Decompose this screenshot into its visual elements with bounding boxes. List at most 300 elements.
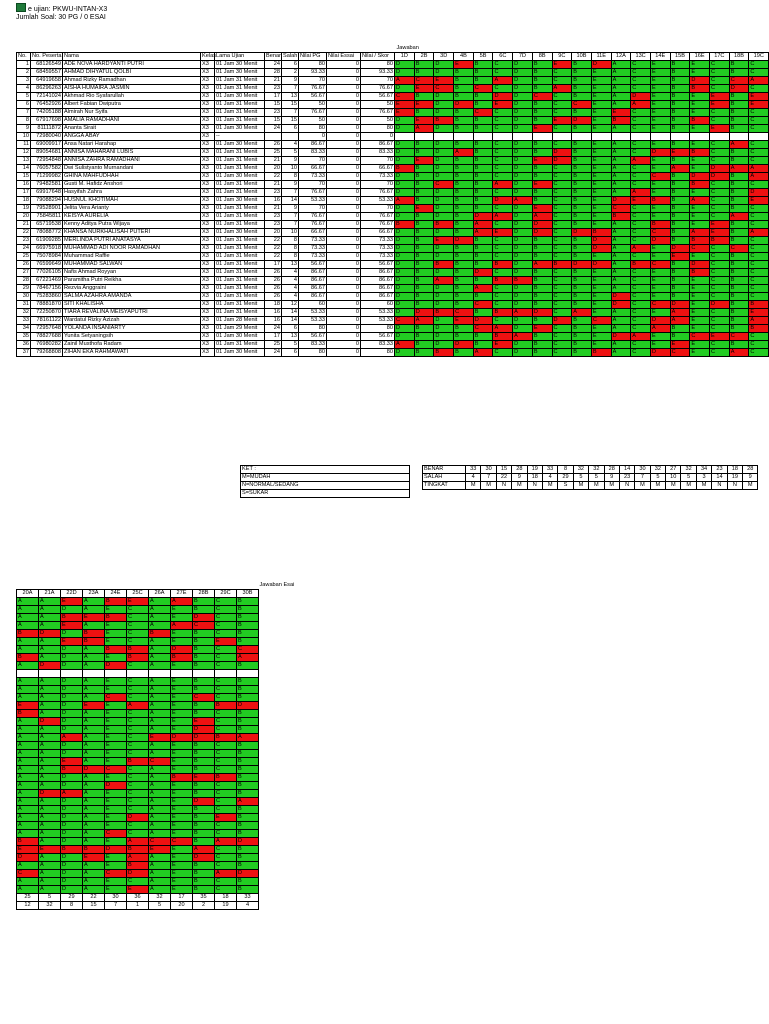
- answer-cell: B: [729, 309, 749, 317]
- student-benar: 23: [265, 213, 282, 221]
- student-id: 61909285: [31, 237, 63, 245]
- answer-cell-2: A: [127, 838, 149, 846]
- stats-table: [422, 465, 758, 490]
- answer-cell-2: B: [193, 606, 215, 614]
- answer-cell-2: E: [105, 718, 127, 726]
- answer-cell: A: [670, 317, 690, 325]
- spacer: [259, 678, 282, 686]
- answer-row-2: [17, 798, 282, 806]
- answer-cell: E: [690, 293, 710, 301]
- answer-cell: C: [749, 341, 769, 349]
- student-id: 78088772: [31, 229, 63, 237]
- spacer: [259, 838, 282, 846]
- answer-cell-2: A: [149, 798, 171, 806]
- student-nilai-pg: 86.67: [299, 277, 327, 285]
- answer-cell-2: C: [127, 614, 149, 622]
- answer-cell: B: [572, 325, 592, 333]
- answer-cell: E: [591, 293, 611, 301]
- student-no: 25: [17, 253, 31, 261]
- answer-cell: C: [572, 101, 592, 109]
- answer-cell: D: [513, 125, 533, 133]
- answer-key-header: 2B: [414, 53, 434, 61]
- student-class: X3: [201, 277, 215, 285]
- answer-cell: D: [454, 341, 474, 349]
- answer-cell: A: [611, 325, 631, 333]
- answer-key-header-2: 23A: [83, 590, 105, 598]
- student-duration: --: [215, 133, 265, 141]
- answer-cell-2: B: [105, 598, 127, 606]
- answer-cell: C: [631, 237, 651, 245]
- student-nilai-pg: 76.67: [299, 109, 327, 117]
- student-id: 72250870: [31, 309, 63, 317]
- answer-cell: E: [591, 117, 611, 125]
- answer-cell-2: C: [127, 830, 149, 838]
- student-benar: [265, 133, 282, 141]
- answer-cell: D: [710, 301, 730, 309]
- answer-key-header: 11E: [591, 53, 611, 61]
- answer-cell-2: C: [127, 782, 149, 790]
- student-name: KEISYA AURELIA: [63, 213, 201, 221]
- answer-cell-2: D: [61, 694, 83, 702]
- answer-cell-2: A: [149, 830, 171, 838]
- student-name: ADE NOVA HARDYANTI PUTRI: [63, 61, 201, 69]
- answer-cell: C: [631, 117, 651, 125]
- stats-salah-row-value: 14: [712, 474, 727, 482]
- answer-cell-2: B: [237, 814, 259, 822]
- answer-cell-2: A: [83, 686, 105, 694]
- answer-cell: C: [749, 221, 769, 229]
- answer-row-2: [17, 662, 282, 670]
- student-name: Gusti M. Hafidz Anshori: [63, 181, 201, 189]
- header-blank: [63, 45, 201, 53]
- stats-benar-row-value: 15: [496, 466, 511, 474]
- stats-salah-row-value: 5: [681, 474, 696, 482]
- answer-cell: C: [749, 69, 769, 77]
- student-name: ANNISA MAHARANI LUBIS: [63, 149, 201, 157]
- stats-tingkat-row-value: M: [481, 482, 496, 490]
- student-class: X3: [201, 149, 215, 157]
- answer-cell: B: [414, 269, 434, 277]
- answer-cell: E: [591, 277, 611, 285]
- student-duration: 01 Jam 30 Menit: [215, 173, 265, 181]
- student-id: 72980040: [31, 133, 63, 141]
- answer-cell-2: C: [127, 686, 149, 694]
- student-nilai-pg: 83.33: [299, 341, 327, 349]
- student-salah: 5: [282, 149, 299, 157]
- student-name: Muhammad Raffie: [63, 253, 201, 261]
- stats-benar-row-value: 28: [512, 466, 527, 474]
- answer-cell: B: [493, 333, 513, 341]
- student-name: TIARA REVALINA MEISYAPUTRI: [63, 309, 201, 317]
- student-nilai-skor: 76.67: [361, 189, 395, 197]
- answer-cell: B: [611, 117, 631, 125]
- student-nilai-essai: 0: [327, 213, 361, 221]
- answer-cell: C: [631, 109, 651, 117]
- answer-cell: B: [532, 293, 552, 301]
- answer-cell-2: E: [105, 798, 127, 806]
- answer-cell: C: [749, 109, 769, 117]
- answer-cell-2: C: [215, 662, 237, 670]
- answer-cell: B: [690, 237, 710, 245]
- answer-cell: D: [690, 261, 710, 269]
- answer-cell-2: C: [127, 806, 149, 814]
- answer-cell: A: [395, 197, 415, 205]
- answer-cell: C: [710, 269, 730, 277]
- answer-cell: B: [454, 285, 474, 293]
- answer-cell-2: B: [237, 710, 259, 718]
- answer-cell: B: [611, 213, 631, 221]
- answer-cell: C: [710, 189, 730, 197]
- answer-cell: B: [473, 205, 493, 213]
- student-nilai-pg: 80: [299, 325, 327, 333]
- answer-cell: C: [749, 85, 769, 93]
- answer-cell-2: A: [39, 854, 61, 862]
- answer-key-header-2: 20A: [17, 590, 39, 598]
- answer-key-header-2: 30B: [237, 590, 259, 598]
- student-nilai-skor: 80: [361, 61, 395, 69]
- answer-cell: [434, 133, 454, 141]
- answer-cell: A: [611, 181, 631, 189]
- student-salah: 7: [282, 221, 299, 229]
- spacer: [259, 854, 282, 862]
- answer-cell: A: [473, 285, 493, 293]
- answer-cell: C: [631, 125, 651, 133]
- answer-cell: C: [631, 301, 651, 309]
- answer-cell: A: [434, 277, 454, 285]
- answer-cell: B: [454, 69, 474, 77]
- answer-cell: E: [690, 285, 710, 293]
- student-id: 89054681: [31, 149, 63, 157]
- student-benar: 23: [265, 189, 282, 197]
- answer-cell-2: B: [193, 822, 215, 830]
- student-nilai-skor: 66.67: [361, 165, 395, 173]
- answer-cell: C: [710, 85, 730, 93]
- answer-cell-2: A: [149, 886, 171, 894]
- answer-cell: A: [749, 173, 769, 181]
- answer-cell-2: D: [237, 702, 259, 710]
- student-salah: 13: [282, 333, 299, 341]
- answer-cell-2: B: [237, 750, 259, 758]
- header-blank: [39, 582, 61, 590]
- student-salah: 4: [282, 285, 299, 293]
- answer-cell-2: C: [215, 878, 237, 886]
- answer-cell: B: [454, 93, 474, 101]
- answer-cell: B: [454, 189, 474, 197]
- answer-cell-2: D: [61, 702, 83, 710]
- answer-cell: C: [631, 69, 651, 77]
- answer-cell: D: [395, 125, 415, 133]
- answer-cell-2: E: [105, 878, 127, 886]
- student-row: [17, 117, 769, 125]
- answer-cell: E: [650, 245, 670, 253]
- answer-cell: D: [513, 141, 533, 149]
- answer-cell: B: [454, 77, 474, 85]
- student-salah: 14: [282, 317, 299, 325]
- answer-key-header: 14E: [650, 53, 670, 61]
- answer-cell-2: C: [17, 870, 39, 878]
- student-nilai-essai: 0: [327, 285, 361, 293]
- answer-cell: C: [710, 285, 730, 293]
- answer-cell: A: [611, 101, 631, 109]
- student-row: [17, 141, 769, 149]
- answer-cell: B: [670, 93, 690, 101]
- answer-cell: B: [454, 325, 474, 333]
- answer-cell-2: A: [39, 742, 61, 750]
- answer-cell: B: [572, 149, 592, 157]
- answer-cell-2: E: [171, 686, 193, 694]
- stats2-salah-row-value: 2: [193, 902, 215, 910]
- answer-row-2: [17, 670, 282, 678]
- answer-cell-2: D: [171, 646, 193, 654]
- student-id: 79088294: [31, 197, 63, 205]
- answer-cell-2: E: [171, 726, 193, 734]
- answer-key-header-2: 22D: [61, 590, 83, 598]
- student-benar: 15: [265, 101, 282, 109]
- student-duration: 01 Jam 31 Menit: [215, 101, 265, 109]
- answer-cell: A: [611, 149, 631, 157]
- answer-cell: A: [631, 101, 651, 109]
- answer-cell-2: B: [237, 846, 259, 854]
- header-blank: [193, 582, 215, 590]
- student-name: ANNISA ZAHRA RAMADHANI: [63, 157, 201, 165]
- answer-cell-2: C: [215, 598, 237, 606]
- student-nilai-pg: 93.33: [299, 69, 327, 77]
- answer-cell-2: A: [83, 678, 105, 686]
- answer-cell: B: [532, 141, 552, 149]
- student-no: 32: [17, 309, 31, 317]
- student-duration: 01 Jam 31 Menit: [215, 213, 265, 221]
- answer-cell: E: [454, 61, 474, 69]
- answer-cell-2: B: [193, 750, 215, 758]
- answer-cell-2: D: [237, 870, 259, 878]
- header-blank: [17, 45, 31, 53]
- student-nilai-essai: 0: [327, 301, 361, 309]
- student-salah: 15: [282, 117, 299, 125]
- stats2-benar-row-value: 29: [61, 894, 83, 902]
- answer-cell-2: A: [149, 654, 171, 662]
- student-nilai-skor: 86.67: [361, 285, 395, 293]
- student-name: Wardatul Rizky Azizah: [63, 317, 201, 325]
- answer-cell: B: [670, 77, 690, 85]
- answer-cell-2: B: [193, 742, 215, 750]
- answer-cell-2: A: [39, 766, 61, 774]
- answer-cell-2: B: [193, 838, 215, 846]
- answer-cell-2: A: [17, 782, 39, 790]
- legend-normal: N=NORMAL/SEDANG: [241, 482, 410, 490]
- answer-cell: B: [572, 285, 592, 293]
- answer-cell: D: [552, 157, 572, 165]
- answer-cell: D: [434, 341, 454, 349]
- student-nilai-pg: 86.67: [299, 141, 327, 149]
- answer-cell: A: [473, 349, 493, 357]
- student-nilai-essai: 0: [327, 149, 361, 157]
- answer-cell-2: C: [215, 822, 237, 830]
- header-blank: [215, 582, 237, 590]
- answer-cell: B: [454, 117, 474, 125]
- student-nilai-pg: 70: [299, 181, 327, 189]
- student-id: 76452926: [31, 101, 63, 109]
- answer-cell: E: [749, 309, 769, 317]
- student-nilai-essai: 0: [327, 117, 361, 125]
- student-id: 86296263: [31, 85, 63, 93]
- stats-salah-row-value: 9: [512, 474, 527, 482]
- answer-cell-2: A: [215, 870, 237, 878]
- answer-cell: B: [572, 165, 592, 173]
- answer-cell: C: [650, 173, 670, 181]
- answer-cell: E: [591, 69, 611, 77]
- answer-cell-2: E: [83, 702, 105, 710]
- header-blank: [127, 582, 149, 590]
- answer-cell: E: [650, 213, 670, 221]
- answer-cell-2: [237, 670, 259, 678]
- answer-cell-2: C: [215, 798, 237, 806]
- answer-cell: B: [670, 325, 690, 333]
- student-nilai-pg: 60: [299, 301, 327, 309]
- student-id: 71299982: [31, 173, 63, 181]
- answer-cell-2: C: [127, 878, 149, 886]
- answer-cell: E: [710, 333, 730, 341]
- answer-cell: A: [532, 213, 552, 221]
- answer-cell: D: [513, 269, 533, 277]
- answer-cell: B: [690, 269, 710, 277]
- answer-cell-2: A: [39, 638, 61, 646]
- stats-tingkat-row-value: S: [558, 482, 573, 490]
- answer-cell-2: B: [237, 694, 259, 702]
- answer-cell-2: B: [193, 886, 215, 894]
- answer-cell: D: [395, 309, 415, 317]
- stats2-salah-row-value: 7: [105, 902, 127, 910]
- answer-cell: B: [650, 221, 670, 229]
- answer-cell: B: [690, 149, 710, 157]
- student-class: X3: [201, 205, 215, 213]
- header-blank: [83, 582, 105, 590]
- header-blank: [265, 45, 282, 53]
- answer-cell-2: E: [39, 846, 61, 854]
- answer-cell-2: A: [39, 830, 61, 838]
- answer-cell-2: B: [193, 702, 215, 710]
- spacer: [259, 614, 282, 622]
- student-benar: 26: [265, 293, 282, 301]
- answer-cell: D: [434, 149, 454, 157]
- answer-cell: A: [729, 349, 749, 357]
- answer-cell-2: B: [193, 710, 215, 718]
- answer-cell: C: [493, 117, 513, 125]
- spacer: [259, 686, 282, 694]
- answer-cell: A: [670, 309, 690, 317]
- answer-key-header-2: 27E: [171, 590, 193, 598]
- answer-cell: B: [532, 245, 552, 253]
- answer-cell: B: [414, 213, 434, 221]
- stats2-salah-row-value: 32: [39, 902, 61, 910]
- student-no: 36: [17, 341, 31, 349]
- answer-cell: E: [690, 165, 710, 173]
- student-class: X3: [201, 237, 215, 245]
- student-class: X3: [201, 293, 215, 301]
- student-nilai-skor: 70: [361, 181, 395, 189]
- answer-cell-2: E: [105, 838, 127, 846]
- answer-cell-2: A: [39, 606, 61, 614]
- answer-cell: C: [493, 205, 513, 213]
- answer-cell: E: [650, 117, 670, 125]
- answer-cell-2: C: [215, 766, 237, 774]
- answer-cell-2: E: [105, 750, 127, 758]
- answer-cell: C: [690, 245, 710, 253]
- answer-cell: E: [690, 93, 710, 101]
- student-name: HUSNUL KHOTIMAH: [63, 197, 201, 205]
- answer-cell-2: B: [105, 646, 127, 654]
- stats-salah-row-label: SALAH: [423, 474, 466, 482]
- student-duration: 01 Jam 31 Menit: [215, 165, 265, 173]
- answer-cell-2: A: [83, 654, 105, 662]
- stats-tingkat-row-value: M: [681, 482, 696, 490]
- student-nilai-pg: 70: [299, 205, 327, 213]
- student-class: X3: [201, 141, 215, 149]
- answer-cell-2: A: [237, 798, 259, 806]
- answer-cell-2: E: [149, 846, 171, 854]
- answer-cell: C: [749, 261, 769, 269]
- answer-cell: B: [532, 285, 552, 293]
- student-nilai-skor: 86.67: [361, 293, 395, 301]
- answer-cell-2: A: [83, 878, 105, 886]
- answer-cell-2: E: [17, 702, 39, 710]
- spacer: [259, 702, 282, 710]
- student-nilai-pg: 56.67: [299, 261, 327, 269]
- stats-benar-row-label: BENAR: [423, 466, 466, 474]
- answer-cell: B: [670, 205, 690, 213]
- student-benar: 21: [265, 181, 282, 189]
- spacer: [259, 742, 282, 750]
- answer-cell: B: [532, 277, 552, 285]
- answer-cell: D: [591, 237, 611, 245]
- answer-cell: C: [710, 325, 730, 333]
- answer-cell: B: [473, 125, 493, 133]
- answer-cell: B: [454, 165, 474, 173]
- answer-cell-2: D: [193, 854, 215, 862]
- student-benar: 22: [265, 253, 282, 261]
- spacer: [259, 710, 282, 718]
- student-salah: 13: [282, 93, 299, 101]
- answer-cell: D: [395, 285, 415, 293]
- answer-cell-2: B: [237, 854, 259, 862]
- student-class: X3: [201, 109, 215, 117]
- answer-cell: B: [572, 141, 592, 149]
- answer-cell-2: E: [61, 638, 83, 646]
- answer-cell: B: [670, 109, 690, 117]
- answer-cell: [454, 133, 474, 141]
- student-benar: 22: [265, 245, 282, 253]
- stats2-salah-row-value: 20: [171, 902, 193, 910]
- answer-cell: A: [395, 77, 415, 85]
- answer-cell-2: C: [171, 838, 193, 846]
- answer-cell: A: [611, 165, 631, 173]
- answer-cell-2: B: [193, 862, 215, 870]
- answer-cell-2: C: [215, 742, 237, 750]
- answer-cell-2: C: [127, 790, 149, 798]
- student-id: 72141024: [31, 93, 63, 101]
- student-no: 10: [17, 133, 31, 141]
- answer-cell-2: A: [171, 598, 193, 606]
- answer-cell: E: [395, 109, 415, 117]
- answer-cell: E: [710, 101, 730, 109]
- student-no: 18: [17, 197, 31, 205]
- answer-cell-2: E: [105, 606, 127, 614]
- answer-key-header: 8B: [532, 53, 552, 61]
- answer-key-header: 18B: [729, 53, 749, 61]
- student-name: KHANSA NURKHALISAH PUTERI: [63, 229, 201, 237]
- answer-cell: C: [749, 149, 769, 157]
- stats-tingkat-row-value: M: [466, 482, 481, 490]
- answer-cell: B: [473, 149, 493, 157]
